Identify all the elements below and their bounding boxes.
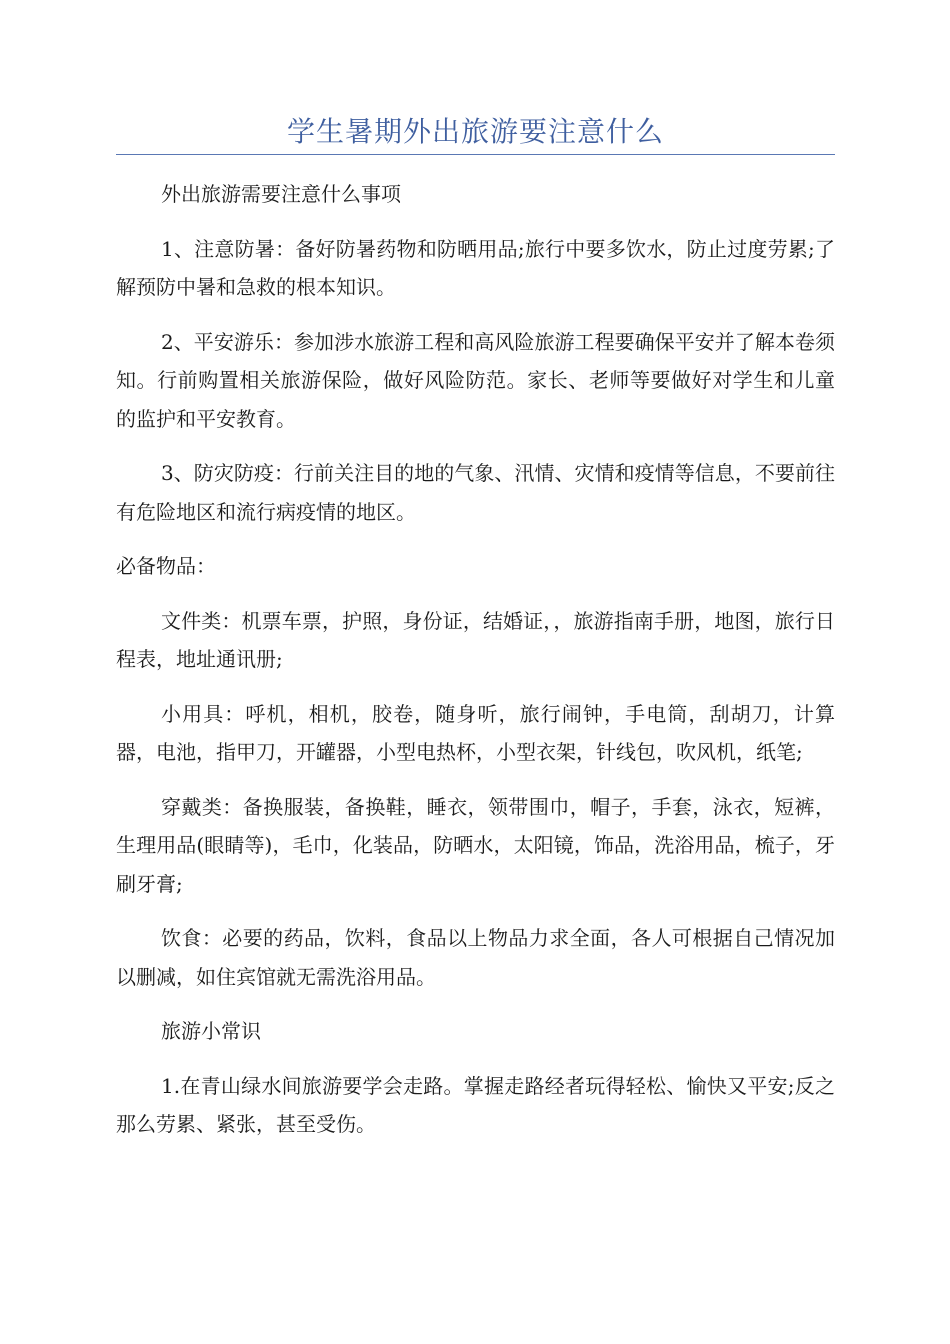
section-heading-tips: 旅游小常识 [161, 1019, 261, 1043]
paragraph-food: 饮食：必要的药品，饮料，食品以上物品力求全面，各人可根据自己情况加以删减，如住宾馆就无需洗浴用品。 [116, 926, 835, 989]
paragraph-safe-travel: 2、平安游乐：参加涉水旅游工程和高风险旅游工程要确保平安并了解本卷须知。行前购置相关旅游保险，做好风险防范。家长、老师等要做好对学生和儿童的监护和平安教育。 [116, 329, 835, 431]
paragraph-documents: 文件类：机票车票，护照，身份证，结婚证，，旅游指南手册，地图，旅行日程表，地址通讯册; [116, 608, 835, 671]
document-body [116, 175, 835, 1160]
paragraph-clothing: 穿戴类：备换服装，备换鞋，睡衣，领带围巾，帽子，手套，泳衣，短裤，生理用品(眼睛等)，毛巾，化装品，防晒水，太阳镜，饰品，洗浴用品，梳子，牙刷牙膏; [116, 794, 835, 896]
section-heading-essentials: 必备物品： [116, 554, 216, 578]
document-title: 学生暑期外出旅游要注意什么 [286, 115, 664, 148]
paragraph-disaster-prevention: 3、防灾防疫：行前关注目的地的气象、汛情、灾情和疫情等信息，不要前往有危险地区和流行病疫情的地区。 [116, 461, 835, 524]
title-underline [116, 154, 835, 155]
section-heading-notes: 外出旅游需要注意什么事项 [161, 182, 401, 206]
paragraph-small-tools: 小用具：呼机，相机，胶卷，随身听，旅行闹钟，手电筒，刮胡刀，计算器，电池，指甲刀，开罐器，小型电热杯，小型衣架，针线包，吹风机，纸笔; [116, 701, 835, 764]
paragraph-walking-tip: 1.在青山绿水间旅游要学会走路。掌握走路经者玩得轻松、愉快又平安;反之那么劳累、紧张，甚至受伤。 [116, 1073, 835, 1136]
paragraph-heat-prevention: 1、注意防暑：备好防暑药物和防晒用品;旅行中要多饮水，防止过度劳累;了解预防中暑和急救的根本知识。 [116, 236, 835, 299]
